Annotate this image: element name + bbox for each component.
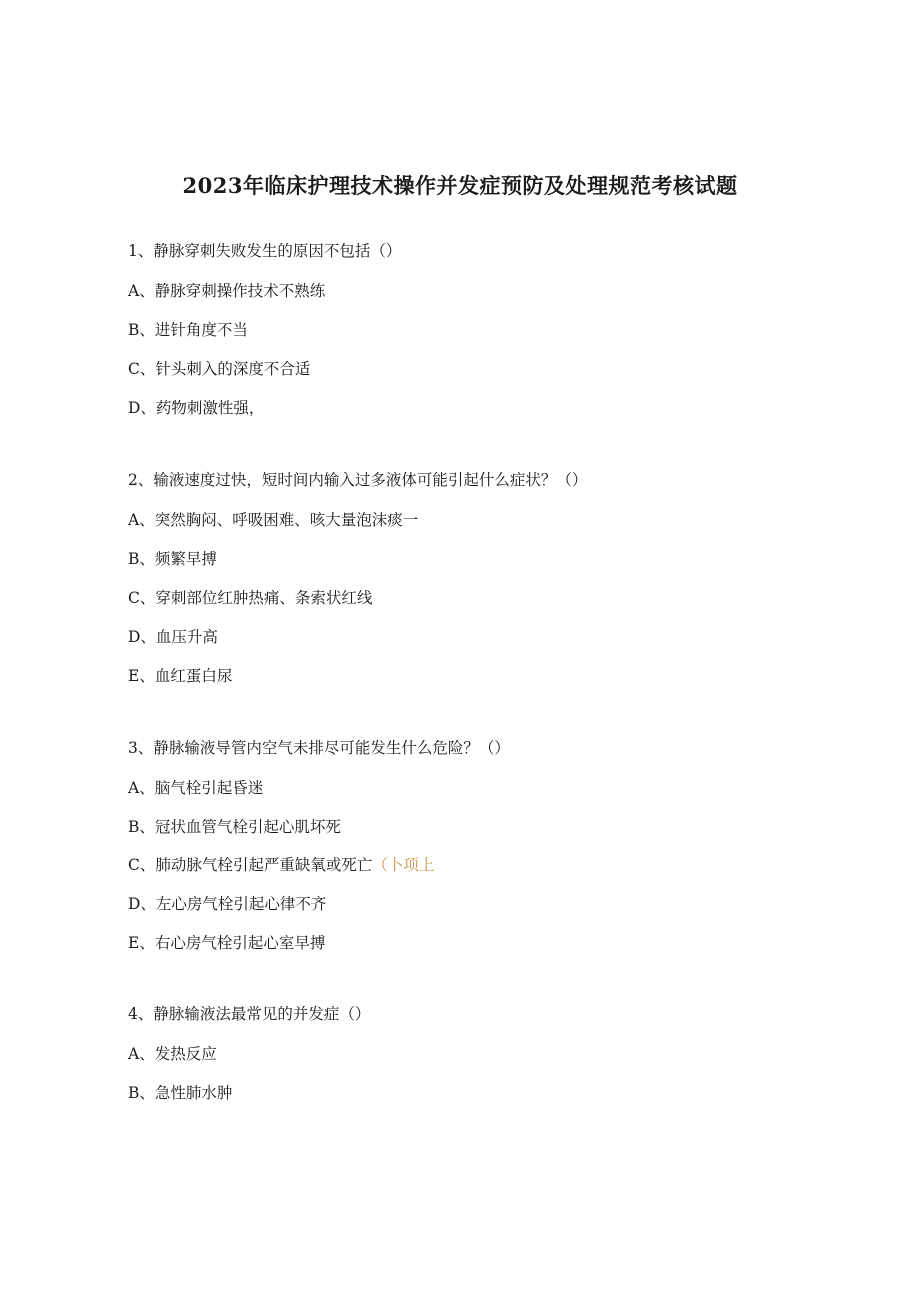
question-1-option-d: D、药物刺激性强，	[128, 399, 265, 417]
question-3-option-c-text: C、肺动脉气栓引起严重缺氧或死亡	[128, 856, 373, 874]
question-1-option-c: C、针头刺入的深度不合适	[128, 360, 311, 378]
question-2-option-e: E、血红蛋白尿	[128, 667, 233, 685]
question-4-stem: 4、静脉输液法最常见的并发症（）	[128, 1005, 371, 1023]
question-2-option-d: D、血压升高	[128, 628, 218, 646]
question-3-option-c-note: （卜项上	[372, 856, 435, 874]
question-2-option-b: B、频繁早搏	[128, 550, 217, 568]
question-3-stem: 3、静脉输液导管内空气未排尽可能发生什么危险？（）	[128, 739, 510, 757]
question-4-option-b: B、急性肺水肿	[128, 1084, 233, 1102]
page-title: 2023年临床护理技术操作并发症预防及处理规范考核试题	[182, 173, 738, 198]
question-3-option-e: E、右心房气栓引起心室早搏	[128, 934, 326, 952]
question-2-option-c: C、穿刺部位红肿热痛、条索状红线	[128, 589, 373, 607]
question-4-option-a: A、发热反应	[128, 1045, 217, 1063]
question-1-option-b: B、进针角度不当	[128, 321, 248, 339]
question-3-option-d: D、左心房气栓引起心律不齐	[128, 895, 327, 913]
question-3-option-b: B、冠状血管气栓引起心肌坏死	[128, 818, 341, 836]
question-2-stem: 2、输液速度过快，短时间内输入过多液体可能引起什么症状？（）	[128, 471, 588, 489]
question-3-option-a: A、脑气栓引起昏迷	[128, 779, 264, 797]
question-2-option-a: A、突然胸闷、呼吸困难、咳大量泡沫痰一	[128, 511, 419, 529]
question-1-option-a: A、静脉穿刺操作技术不熟练	[128, 282, 326, 300]
question-1-stem: 1、静脉穿刺失败发生的原因不包括（）	[128, 242, 402, 260]
question-3-option-c	[128, 855, 434, 875]
